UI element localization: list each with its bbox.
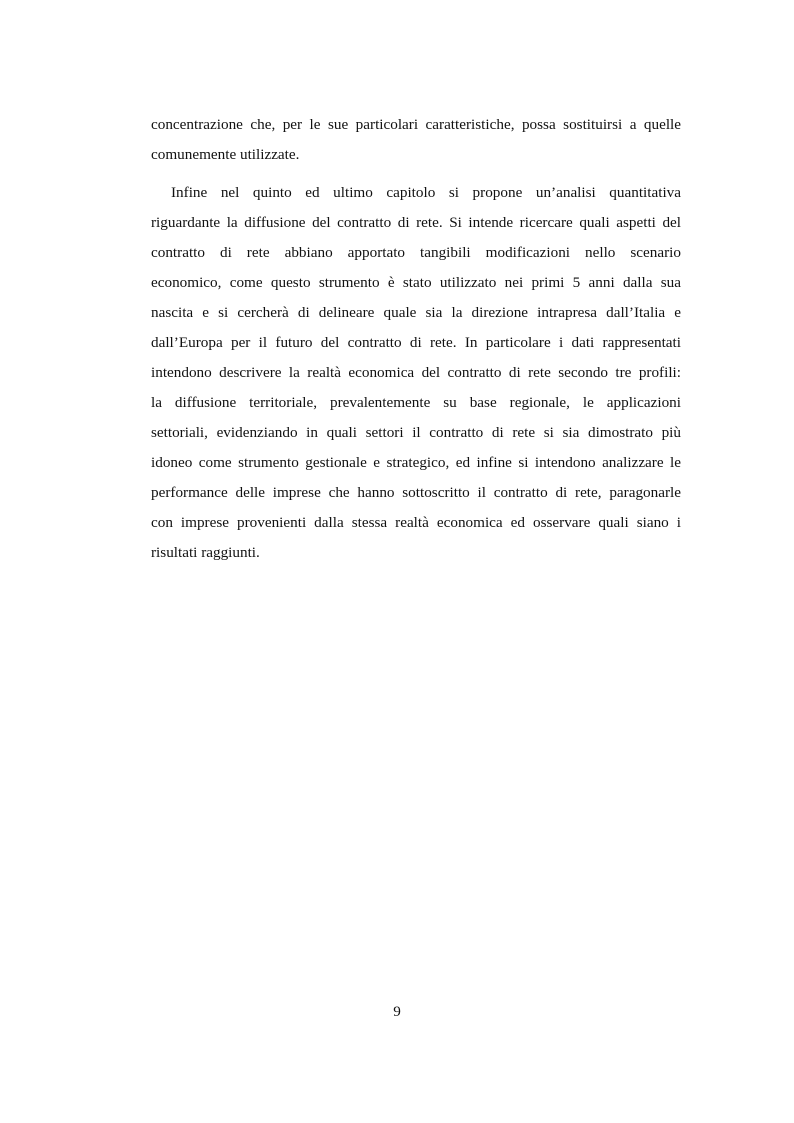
- paragraph: [151, 178, 681, 568]
- text-line: dall’Europa per il futuro del contratto di rete. In particolare i dati rappresentati: [151, 334, 681, 351]
- page-number: 9: [393, 1003, 401, 1020]
- text-line: intendono descrivere la realtà economica del contratto di rete secondo tre profili:: [151, 364, 681, 381]
- paragraph-spacing: [151, 170, 681, 178]
- text-line: risultati raggiunti.: [151, 544, 260, 561]
- text-line: settoriali, evidenziando in quali settori il contratto di rete si sia dimostrato più: [151, 424, 681, 441]
- body-text: [151, 110, 681, 568]
- text-line: performance delle imprese che hanno sottoscritto il contratto di rete, paragonarle: [151, 484, 681, 501]
- text-line: economico, come questo strumento è stato utilizzato nei primi 5 anni dalla sua: [151, 274, 681, 291]
- text-line: nascita e si cercherà di delineare quale sia la direzione intrapresa dall’Italia e: [151, 304, 681, 321]
- text-line: la diffusione territoriale, prevalentemente su base regionale, le applicazioni: [151, 394, 681, 411]
- text-line: Infine nel quinto ed ultimo capitolo si propone un’analisi quantitativa: [171, 184, 681, 201]
- text-line: concentrazione che, per le sue particolari caratteristiche, possa sostituirsi a quelle: [151, 116, 681, 133]
- text-line: riguardante la diffusione del contratto di rete. Si intende ricercare quali aspetti del: [151, 214, 681, 231]
- text-line: con imprese provenienti dalla stessa realtà economica ed osservare quali siano i: [151, 514, 681, 531]
- text-line: idoneo come strumento gestionale e strategico, ed infine si intendono analizzare le: [151, 454, 681, 471]
- text-line: contratto di rete abbiano apportato tangibili modificazioni nello scenario: [151, 244, 681, 261]
- paragraph: [151, 110, 681, 170]
- text-line: comunemente utilizzate.: [151, 146, 300, 163]
